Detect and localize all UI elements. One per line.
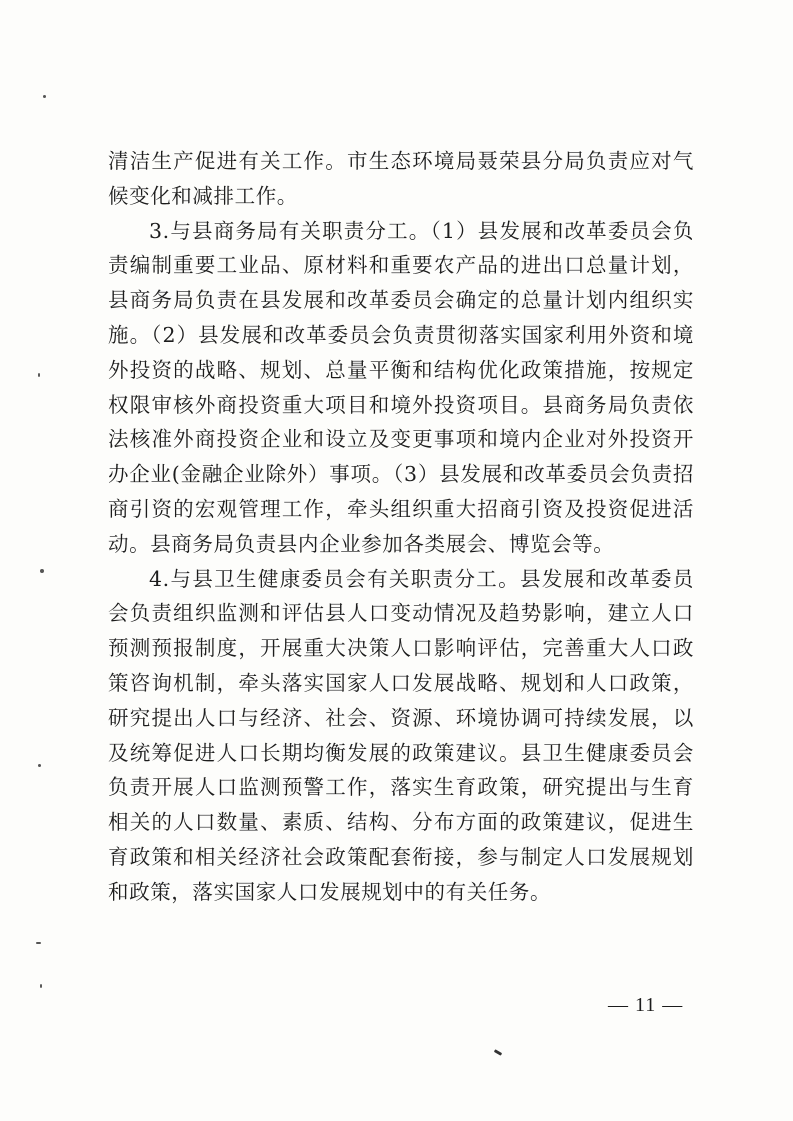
scan-speck xyxy=(43,95,46,98)
paragraph-1: 清洁生产促进有关工作。市生态环境局聂荣县分局负责应对气候变化和减排工作。 xyxy=(108,149,694,208)
paragraph-2: 3.与县商务局有关职责分工。（1）县发展和改革委员会负责编制重要工业品、原材料和重要农产品的进出口总量计划，县商务局负责在县发展和改革委员会确定的总量计划内组织实施。（2）县发展和改革委员会负责贯彻落实国家利用外资和境外投资的战略、规划、总量平衡和结构优化政策措施，按规定权限审核外商投资重大项目和境外投资项目。县商务局负责依法核准外商投资企业和设立及变更事项和境内企业对外投资开办企业(金融企业除外）事项。（3）县发展和改革委员会负责招商引资的宏观管理工作，牵头组织重大招商引资及投资促进活动。县商务局负责县内企业参加各类展会、博览会等。 xyxy=(108,218,694,556)
scan-speck xyxy=(38,373,40,377)
scan-speck xyxy=(40,984,42,988)
scan-speck xyxy=(40,569,44,573)
scan-speck xyxy=(36,942,41,944)
page-number: — 11 — xyxy=(608,994,684,1016)
scan-speck xyxy=(38,764,41,767)
body-text xyxy=(108,144,694,910)
scan-speck xyxy=(494,1049,502,1056)
paragraph-3: 4.与县卫生健康委员会有关职责分工。县发展和改革委员会负责组织监测和评估县人口变动情况及趋势影响，建立人口预测预报制度，开展重大决策人口影响评估，完善重大人口政策咨询机制，牵头落实国家人口发展战略、规划和人口政策，研究提出人口与经济、社会、资源、环境协调可持续发展，以及统筹促进人口长期均衡发展的政策建议。县卫生健康委员会负责开展人口监测预警工作，落实生育政策，研究提出与生育相关的人口数量、素质、结构、分布方面的政策建议，促进生育政策和相关经济社会政策配套衔接，参与制定人口发展规划和政策，落实国家人口发展规划中的有关任务。 xyxy=(108,566,694,904)
